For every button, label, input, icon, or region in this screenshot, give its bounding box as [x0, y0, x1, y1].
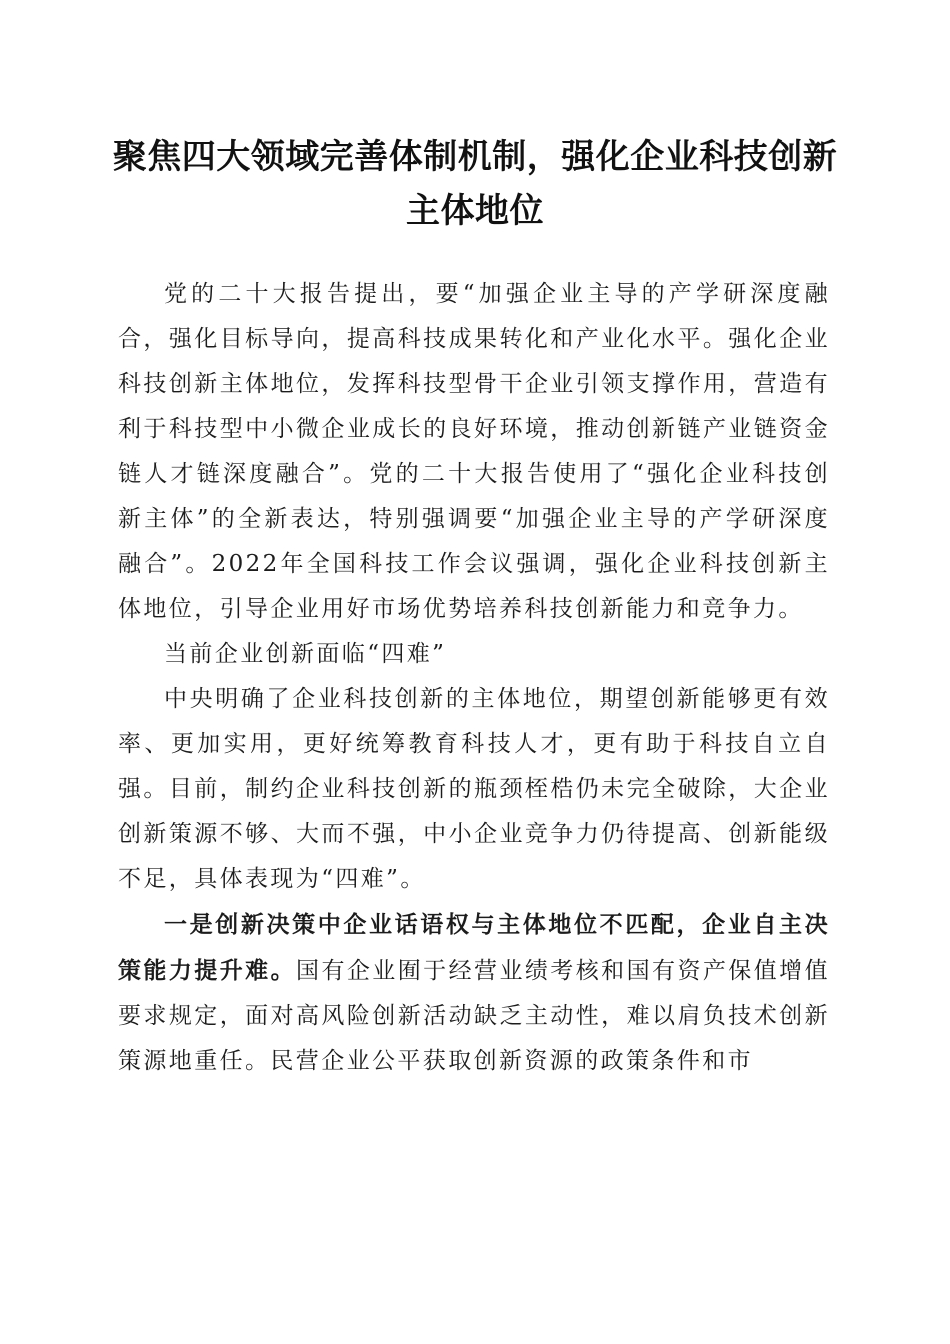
paragraph-point-one	[118, 902, 830, 1084]
paragraph-intro: 党的二十大报告提出，要“加强企业主导的产学研深度融合，强化目标导向，提高科技成果转化和产业化水平。强化企业科技创新主体地位，发挥科技型骨干企业引领支撑作用，营造有利于科技型中小微企业成长的良好环境，推动创新链产业链资金链人才链深度融合”。党的二十大报告使用了“强化企业科技创新主体”的全新表达，特别强调要“加强企业主导的产学研深度融合”。2022年全国科技工作会议强调，强化企业科技创新主体地位，引导企业用好市场优势培养科技创新能力和竞争力。	[118, 281, 830, 622]
paragraph-overview: 中央明确了企业科技创新的主体地位，期望创新能够更有效率、更加实用，更好统筹教育科技人才，更有助于科技自立自强。目前，制约企业科技创新的瓶颈桎梏仍未完全破除，大企业创新策源不够、大而不强，中小企业竞争力仍待提高、创新能级不足，具体表现为“四难”。	[118, 686, 830, 892]
point-one-text: 国有企业囿于经营业绩考核和国有资产保值增值要求规定，面对高风险创新活动缺乏主动性，难以肩负技术创新策源地重任。民营企业公平获取创新资源的政策条件和市	[118, 958, 830, 1074]
document-body	[118, 272, 830, 1084]
section-heading: 当前企业创新面临“四难”	[164, 641, 447, 667]
point-one-lead: 一是创新决策中企业话语权与主体地位不匹配，企业自主决策能力提升难。	[118, 911, 830, 984]
document-title: 聚焦四大领域完善体制机制，强化企业科技创新主体地位	[112, 137, 838, 231]
